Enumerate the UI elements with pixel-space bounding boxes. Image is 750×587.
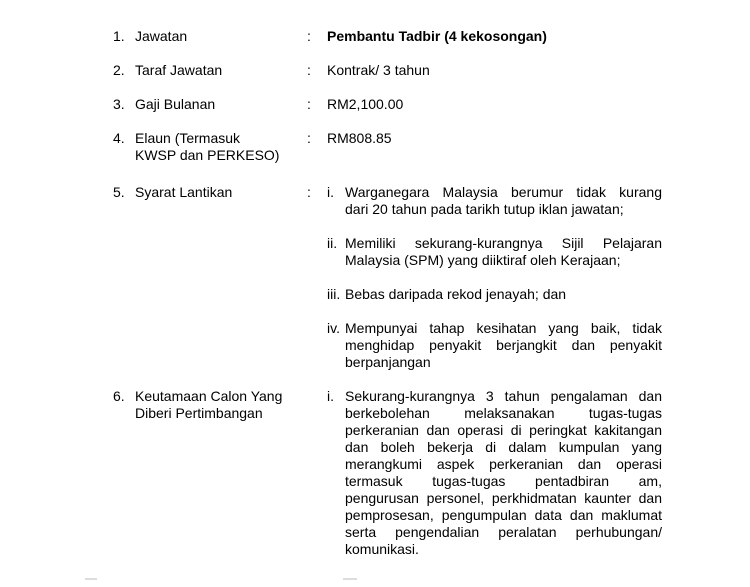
item-value: Kontrak/ 3 tahun [327,62,430,78]
text-line: Memiliki sekurang-kurangnya Sijil Pelajaran [345,235,662,251]
roman-numeral-marker: i. [327,184,334,200]
sublist-text [345,320,662,371]
text-line: Syarat Lantikan [135,184,233,200]
item-label [135,388,307,422]
colon-separator: : [307,184,311,200]
item-label [135,184,307,201]
item-row-keutamaan-calon [0,388,750,558]
sublist-item [327,388,662,558]
item-number: 3. [113,96,125,112]
item-value: RM2,100.00 [327,96,404,112]
roman-numeral-marker: i. [327,388,334,404]
sublist-item [327,286,662,303]
sublist-text [345,388,662,558]
item-row-jawatan [0,28,750,45]
item-label [135,62,307,79]
colon-separator: : [307,130,311,146]
sublist [327,184,662,371]
text-line: Keutamaan Calon Yang [135,388,283,404]
item-label [135,28,307,45]
sublist-text [345,184,662,218]
text-line: Gaji Bulanan [135,96,216,112]
sublist-item [327,320,662,371]
text-line: dari 20 tahun pada tarikh tutup iklan jawatan; [345,201,624,217]
sublist-text [345,286,662,303]
item-number: 2. [113,62,125,78]
text-line: berkebolehan melaksanakan tugas-tugas [345,405,662,421]
item-label [135,130,307,164]
roman-numeral-marker: ii. [327,235,338,251]
item-row-taraf-jawatan [0,62,750,79]
text-line: pengurusan personel, perkhidmatan kaunter dan [345,490,662,506]
roman-numeral-marker: iii. [327,286,341,302]
text-line: Jawatan [135,28,188,44]
item-value: RM808.85 [327,130,392,146]
item-value: Pembantu Tadbir (4 kekosongan) [327,28,547,44]
sublist-text [345,235,662,269]
text-line: berpanjangan [345,354,431,370]
sublist [327,388,662,558]
text-line: termasuk tugas-tugas pentadbiran am, [345,473,662,489]
item-row-gaji-bulanan [0,96,750,113]
text-line: Sekurang-kurangnya 3 tahun pengalaman dan [345,388,662,404]
text-line: Warganegara Malaysia berumur tidak kurang [345,184,662,200]
roman-numeral-marker: iv. [327,320,340,336]
text-line: Diberi Pertimbangan [135,405,263,421]
sublist-item [327,184,662,218]
text-line: komunikasi. [345,541,419,557]
colon-separator: : [307,62,311,78]
text-line: Taraf Jawatan [135,62,223,78]
text-line: Elaun (Termasuk [135,130,241,146]
colon-separator: : [307,96,311,112]
item-number: 4. [113,130,125,146]
text-line: pemprosesan, pengumpulan data dan maklumat [345,507,662,523]
item-row-elaun [0,130,750,164]
item-label [135,96,307,113]
text-line: KWSP dan PERKESO) [135,147,280,163]
sublist-item [327,235,662,269]
item-number: 6. [113,388,125,404]
cutoff-text-remnant-left [85,578,97,580]
colon-separator: : [307,28,311,44]
text-line: dan boleh bekerja di dalam kumpulan yang [345,439,662,455]
text-line: Malaysia (SPM) yang diiktiraf oleh Kerajaan; [345,252,621,268]
text-line: Mempunyai tahap kesihatan yang baik, tidak [345,320,662,336]
item-number: 1. [113,28,125,44]
text-line: merangkumi aspek perkeranian dan operasi [345,456,662,472]
text-line: serta pengendalian peralatan perhubungan/ [345,524,662,540]
text-line: perkeranian dan operasi di peringkat kakitangan [345,422,662,438]
cutoff-text-remnant-right [343,578,357,580]
item-row-syarat-lantikan [0,184,750,371]
text-line: menghidap penyakit berjangkit dan penyakit [345,337,662,353]
text-line: Bebas daripada rekod jenayah; dan [345,286,567,302]
item-number: 5. [113,184,125,200]
